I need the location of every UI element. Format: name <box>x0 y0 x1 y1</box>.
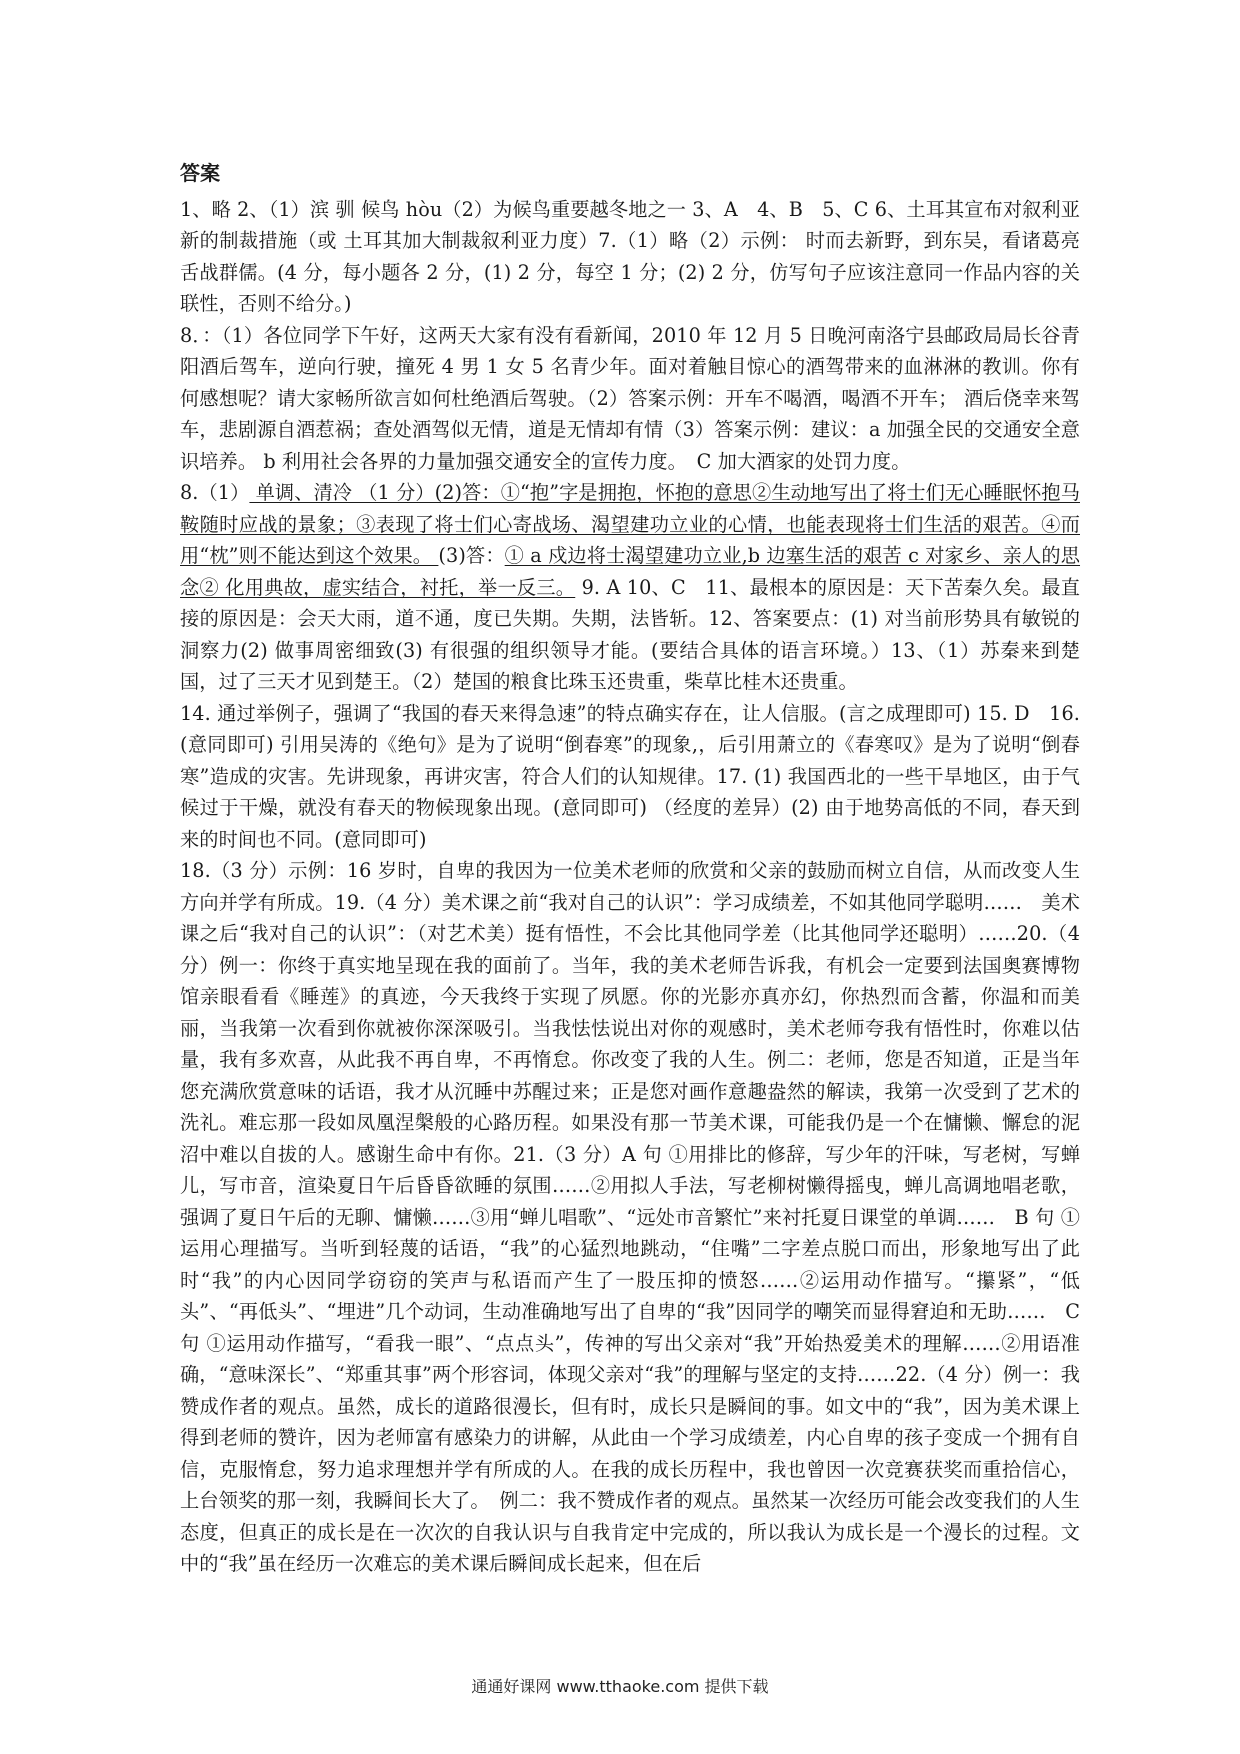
answer-paragraph-2: 8．：（1）各位同学下午好，这两天大家有没有看新闻，2010 年 12 月 5 日晚河南洛宁县邮政局局长谷青阳酒后驾车，逆向行驶，撞死 4 男 1 女 5 名青少年。面对着触目惊心的酒驾带来的血淋淋的教训。你有何感想呢？请大家畅所欲言如何杜绝酒后驾驶。（2）答案示例：开车不喝酒，喝酒不开车； 酒后侥幸来驾车，悲剧源自酒惹祸；查处酒驾似无情，道是无情却有情（3）答案示例：建议：a 加强全民的交通安全意识培养。 b 利用社会各界的力量加强交通安全的宣传力度。 C 加大酒家的处罚力度。 <box>180 323 1080 473</box>
answer-3-mid: (3)答： <box>438 544 505 567</box>
answer-3-prefix: 8.（1） <box>180 481 250 504</box>
answer-sheet <box>180 158 1080 1580</box>
answer-paragraph-5: 18.（3 分）示例：16 岁时，自卑的我因为一位美术老师的欣赏和父亲的鼓励而树立自信，从而改变人生方向并学有所成。19.（4 分）美术课之前“我对自己的认识”：学习成绩差，不如其他同学聪明…… 美术课之后“我对自己的认识”：（对艺术美）挺有悟性，不会比其他同学差（比其他同学还聪明）……20.（4 分）例一：你终于真实地呈现在我的面前了。当年，我的美术老师告诉我，有机会一定要到法国奥赛博物馆亲眼看看《睡莲》的真迹，今天我终于实现了夙愿。你的光影亦真亦幻，你热烈而含蓄，你温和而美丽，当我第一次看到你就被你深深吸引。当我怯怯说出对你的观感时，美术老师夸我有悟性时，你难以估量，我有多欢喜，从此我不再自卑，不再惰怠。你改变了我的人生。例二：老师，您是否知道，正是当年您充满欣赏意味的话语，我才从沉睡中苏醒过来；正是您对画作意趣盎然的解读，我第一次受到了艺术的洗礼。难忘那一段如凤凰涅槃般的心路历程。如果没有那一节美术课，可能我仍是一个在慵懒、懈怠的泥沼中难以自拔的人。感谢生命中有你。21.（3 分）A 句 ①用排比的修辞，写少年的汗味，写老树，写蝉儿，写市音，渲染夏日午后昏昏欲睡的氛围……②用拟人手法，写老柳树懒得摇曳，蝉儿高调地唱老歌，强调了夏日午后的无聊、慵懒……③用“蝉儿唱歌”、“远处市音繁忙”来衬托夏日课堂的单调…… B 句 ①运用心理描写。当听到轻蔑的话语，“我”的心猛烈地跳动，“住嘴”二字差点脱口而出，形象地写出了此时“我”的内心因同学窃窃的笑声与私语而产生了一股压抑的愤怒……②运用动作描写。“攥紧”，“低头”、“再低头”、“埋进”几个动词，生动准确地写出了自卑的“我”因同学的嘲笑而显得窘迫和无助…… C 句 ①运用动作描写，“看我一眼”、“点点头”，传神的写出父亲对“我”开始热爱美术的理解……②用语准确，“意味深长”、“郑重其事”两个形容词，体现父亲对“我”的理解与坚定的支持……22.（4 分）例一：我赞成作者的观点。虽然，成长的道路很漫长，但有时，成长只是瞬间的事。如文中的“我”，因为美术课上得到老师的赞许，因为老师富有感染力的讲解，从此由一个学习成绩差，内心自卑的孩子变成一个拥有自信，克服惰怠，努力追求理想并学有所成的人。在我的成长历程中，我也曾因一次竞赛获奖而重拾信心，上台领奖的那一刻，我瞬间长大了。 例二：我不赞成作者的观点。虽然某一次经历可能会改变我们的人生态度，但真正的成长是在一次次的自我认识与自我肯定中完成的，所以我认为成长是一个漫长的过程。文中的“我”虽在经历一次难忘的美术课后瞬间成长起来，但在后 <box>180 859 1080 1575</box>
answer-paragraph-4: 14. 通过举例子，强调了“我国的春天来得急速”的特点确实存在，让人信服。(言之成理即可) 15. D 16. (意同即可) 引用吴涛的《绝句》是为了说明“倒春寒”的现象,，后引用萧立的《春寒叹》是为了说明“倒春寒”造成的灾害。先讲现象，再讲灾害，符合人们的认知规律。17. (1) 我国西北的一些干旱地区，由于气候过于干燥，就没有春天的物候现象出现。(意同即可) （经度的差异）(2) 由于地势高低的不同，春天到来的时间也不同。(意同即可) <box>180 701 1080 851</box>
underlined-answer-1: 单调、清冷 （1 分）(2)答：①“抱”字是拥抱，怀抱的意思②生动地写出了将士们无心睡眠怀抱马鞍随时应战的景象；③表现了将士们心寄战场、渴望建功立业的心情，也能表现将士们生活的艰苦。④而用“枕”则不能达到这个效果。 <box>180 481 1080 567</box>
answer-paragraph-1: 1、略 2、（1）滨 驯 候鸟 hòu（2）为候鸟重要越冬地之一 3、A 4、B 5、C 6、土耳其宣布对叙利亚新的制裁措施（或 土耳其加大制裁叙利亚力度）7.（1）略（2）示例： 时而去新野，到东吴，看诸葛亮舌战群儒。(4 分，每小题各 2 分，(1) 2 分，每空 1 分；(2) 2 分，仿写句子应该注意同一作品内容的关联性，否则不给分。) <box>180 197 1080 315</box>
page-footer: 通通好课网 www.tthaoke.com 提供下载 <box>471 1677 769 1696</box>
underlined-answer-2: ① a 戍边将士渴望建功立业,b 边塞生活的艰苦 c 对家乡、亲人的思念② 化用典故，虚实结合，衬托，举一反三。 <box>180 544 1081 599</box>
page-title: 答案 <box>180 161 221 185</box>
answer-3-rest: 9. A 10、C 11、最根本的原因是：天下苦秦久矣。最直接的原因是：会天大雨，道不通，度已失期。失期，法皆斩。12、答案要点：(1) 对当前形势具有敏锐的洞察力(2) 做事周密细致(3) 有很强的组织领导才能。(要结合具体的语言环境。）13、（1）苏秦来到楚国，过了三天才见到楚王。（2）楚国的粮食比珠玉还贵重，柴草比桂木还贵重。 <box>180 575 1080 693</box>
answer-paragraph-3 <box>180 477 1080 698</box>
